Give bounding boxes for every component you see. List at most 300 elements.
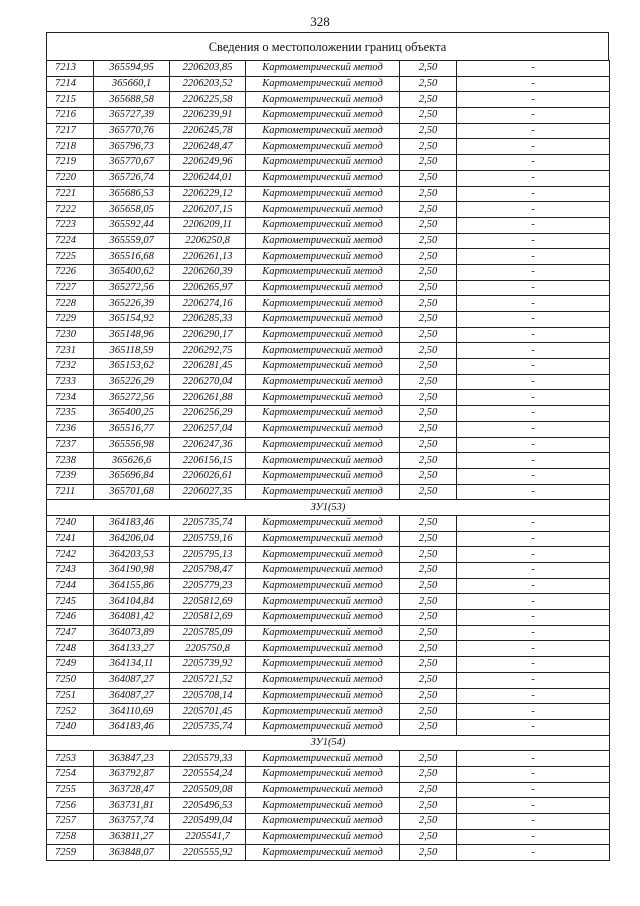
table-row [47, 155, 610, 171]
description-cell: - [457, 264, 610, 280]
method-cell: Картометрический метод [246, 625, 400, 641]
y-coordinate-cell: 2206261,88 [170, 390, 246, 406]
y-coordinate-cell: 2205759,16 [170, 531, 246, 547]
x-coordinate-cell: 365272,56 [94, 280, 170, 296]
description-cell: - [457, 766, 610, 782]
description-cell: - [457, 704, 610, 720]
method-cell: Картометрический метод [246, 155, 400, 171]
table-row [47, 170, 610, 186]
accuracy-cell: 2,50 [400, 751, 457, 767]
x-coordinate-cell: 365796,73 [94, 139, 170, 155]
x-coordinate-cell: 365688,58 [94, 92, 170, 108]
table-row [47, 672, 610, 688]
method-cell: Картометрический метод [246, 515, 400, 531]
description-cell: - [457, 468, 610, 484]
point-number-cell: 7215 [47, 92, 94, 108]
x-coordinate-cell: 365559,07 [94, 233, 170, 249]
y-coordinate-cell: 2205555,92 [170, 845, 246, 861]
description-cell: - [457, 657, 610, 673]
y-coordinate-cell: 2206026,61 [170, 468, 246, 484]
accuracy-cell: 2,50 [400, 766, 457, 782]
y-coordinate-cell: 2206239,91 [170, 108, 246, 124]
accuracy-cell: 2,50 [400, 217, 457, 233]
x-coordinate-cell: 363792,87 [94, 766, 170, 782]
point-number-cell: 7233 [47, 374, 94, 390]
table-row [47, 108, 610, 124]
description-cell: - [457, 421, 610, 437]
point-number-cell: 7253 [47, 751, 94, 767]
x-coordinate-cell: 364203,53 [94, 547, 170, 563]
x-coordinate-cell: 365727,39 [94, 108, 170, 124]
method-cell: Картометрический метод [246, 217, 400, 233]
y-coordinate-cell: 2205721,52 [170, 672, 246, 688]
point-number-cell: 7219 [47, 155, 94, 171]
y-coordinate-cell: 2206156,15 [170, 453, 246, 469]
accuracy-cell: 2,50 [400, 453, 457, 469]
point-number-cell: 7257 [47, 814, 94, 830]
table-row [47, 233, 610, 249]
y-coordinate-cell: 2205554,24 [170, 766, 246, 782]
accuracy-cell: 2,50 [400, 610, 457, 626]
accuracy-cell: 2,50 [400, 688, 457, 704]
accuracy-cell: 2,50 [400, 186, 457, 202]
description-cell: - [457, 374, 610, 390]
table-row [47, 280, 610, 296]
section-heading-row [47, 735, 610, 751]
method-cell: Картометрический метод [246, 563, 400, 579]
y-coordinate-cell: 2205735,74 [170, 719, 246, 735]
point-number-cell: 7213 [47, 61, 94, 77]
method-cell: Картометрический метод [246, 531, 400, 547]
method-cell: Картометрический метод [246, 312, 400, 328]
description-cell: - [457, 515, 610, 531]
table-row [47, 249, 610, 265]
table-row [47, 217, 610, 233]
x-coordinate-cell: 364087,27 [94, 688, 170, 704]
accuracy-cell: 2,50 [400, 233, 457, 249]
table-row [47, 296, 610, 312]
method-cell: Картометрический метод [246, 704, 400, 720]
point-number-cell: 7254 [47, 766, 94, 782]
x-coordinate-cell: 365226,39 [94, 296, 170, 312]
table-row [47, 92, 610, 108]
x-coordinate-cell: 365226,29 [94, 374, 170, 390]
accuracy-cell: 2,50 [400, 374, 457, 390]
accuracy-cell: 2,50 [400, 625, 457, 641]
accuracy-cell: 2,50 [400, 578, 457, 594]
table-row [47, 468, 610, 484]
x-coordinate-cell: 365556,98 [94, 437, 170, 453]
point-number-cell: 7258 [47, 829, 94, 845]
point-number-cell: 7231 [47, 343, 94, 359]
x-coordinate-cell: 365770,67 [94, 155, 170, 171]
point-number-cell: 7243 [47, 563, 94, 579]
y-coordinate-cell: 2206261,13 [170, 249, 246, 265]
y-coordinate-cell: 2206265,97 [170, 280, 246, 296]
point-number-cell: 7228 [47, 296, 94, 312]
table-row [47, 421, 610, 437]
table-title: Сведения о местоположении границ объекта [208, 40, 447, 54]
method-cell: Картометрический метод [246, 327, 400, 343]
x-coordinate-cell: 365148,96 [94, 327, 170, 343]
method-cell: Картометрический метод [246, 468, 400, 484]
accuracy-cell: 2,50 [400, 798, 457, 814]
method-cell: Картометрический метод [246, 766, 400, 782]
y-coordinate-cell: 2205785,09 [170, 625, 246, 641]
y-coordinate-cell: 2205701,45 [170, 704, 246, 720]
description-cell: - [457, 610, 610, 626]
point-number-cell: 7256 [47, 798, 94, 814]
point-number-cell: 7241 [47, 531, 94, 547]
x-coordinate-cell: 363811,27 [94, 829, 170, 845]
y-coordinate-cell: 2205735,74 [170, 515, 246, 531]
accuracy-cell: 2,50 [400, 312, 457, 328]
table-row [47, 829, 610, 845]
method-cell: Картометрический метод [246, 845, 400, 861]
point-number-cell: 7230 [47, 327, 94, 343]
method-cell: Картометрический метод [246, 170, 400, 186]
table-row [47, 704, 610, 720]
description-cell: - [457, 390, 610, 406]
method-cell: Картометрический метод [246, 610, 400, 626]
x-coordinate-cell: 364133,27 [94, 641, 170, 657]
y-coordinate-cell: 2205750,8 [170, 641, 246, 657]
table-row [47, 453, 610, 469]
description-cell: - [457, 217, 610, 233]
x-coordinate-cell: 364081,42 [94, 610, 170, 626]
method-cell: Картометрический метод [246, 657, 400, 673]
description-cell: - [457, 343, 610, 359]
description-cell: - [457, 139, 610, 155]
description-cell: - [457, 202, 610, 218]
x-coordinate-cell: 363731,81 [94, 798, 170, 814]
x-coordinate-cell: 365154,92 [94, 312, 170, 328]
point-number-cell: 7246 [47, 610, 94, 626]
y-coordinate-cell: 2205812,69 [170, 610, 246, 626]
description-cell: - [457, 578, 610, 594]
table-row [47, 751, 610, 767]
point-number-cell: 7232 [47, 359, 94, 375]
point-number-cell: 7211 [47, 484, 94, 500]
table-row [47, 625, 610, 641]
accuracy-cell: 2,50 [400, 515, 457, 531]
description-cell: - [457, 249, 610, 265]
x-coordinate-cell: 365272,56 [94, 390, 170, 406]
x-coordinate-cell: 365696,84 [94, 468, 170, 484]
x-coordinate-cell: 364104,84 [94, 594, 170, 610]
y-coordinate-cell: 2206256,29 [170, 406, 246, 422]
table-row [47, 76, 610, 92]
accuracy-cell: 2,50 [400, 468, 457, 484]
description-cell: - [457, 312, 610, 328]
method-cell: Картометрический метод [246, 719, 400, 735]
y-coordinate-cell: 2205499,04 [170, 814, 246, 830]
point-number-cell: 7235 [47, 406, 94, 422]
x-coordinate-cell: 365153,62 [94, 359, 170, 375]
point-number-cell: 7247 [47, 625, 94, 641]
x-coordinate-cell: 365592,44 [94, 217, 170, 233]
point-number-cell: 7221 [47, 186, 94, 202]
table-row [47, 374, 610, 390]
method-cell: Картометрический метод [246, 547, 400, 563]
coordinates-table [46, 60, 610, 861]
y-coordinate-cell: 2205708,14 [170, 688, 246, 704]
x-coordinate-cell: 364206,04 [94, 531, 170, 547]
method-cell: Картометрический метод [246, 61, 400, 77]
accuracy-cell: 2,50 [400, 672, 457, 688]
point-number-cell: 7236 [47, 421, 94, 437]
description-cell: - [457, 170, 610, 186]
method-cell: Картометрический метод [246, 437, 400, 453]
accuracy-cell: 2,50 [400, 719, 457, 735]
table-row [47, 202, 610, 218]
accuracy-cell: 2,50 [400, 327, 457, 343]
method-cell: Картометрический метод [246, 594, 400, 610]
description-cell: - [457, 625, 610, 641]
table-row [47, 484, 610, 500]
y-coordinate-cell: 2206245,78 [170, 123, 246, 139]
y-coordinate-cell: 2206225,58 [170, 92, 246, 108]
point-number-cell: 7217 [47, 123, 94, 139]
y-coordinate-cell: 2206260,39 [170, 264, 246, 280]
x-coordinate-cell: 364155,86 [94, 578, 170, 594]
table-row [47, 782, 610, 798]
coordinates-table-body [47, 61, 610, 861]
table-row [47, 139, 610, 155]
method-cell: Картометрический метод [246, 814, 400, 830]
x-coordinate-cell: 365686,53 [94, 186, 170, 202]
x-coordinate-cell: 365658,05 [94, 202, 170, 218]
accuracy-cell: 2,50 [400, 123, 457, 139]
table-row [47, 688, 610, 704]
point-number-cell: 7249 [47, 657, 94, 673]
description-cell: - [457, 453, 610, 469]
description-cell: - [457, 327, 610, 343]
x-coordinate-cell: 364110,69 [94, 704, 170, 720]
x-coordinate-cell: 364073,89 [94, 625, 170, 641]
y-coordinate-cell: 2205541,7 [170, 829, 246, 845]
x-coordinate-cell: 365516,77 [94, 421, 170, 437]
method-cell: Картометрический метод [246, 374, 400, 390]
x-coordinate-cell: 363757,74 [94, 814, 170, 830]
point-number-cell: 7250 [47, 672, 94, 688]
point-number-cell: 7223 [47, 217, 94, 233]
description-cell: - [457, 359, 610, 375]
accuracy-cell: 2,50 [400, 280, 457, 296]
description-cell: - [457, 719, 610, 735]
accuracy-cell: 2,50 [400, 359, 457, 375]
accuracy-cell: 2,50 [400, 202, 457, 218]
section-heading: ЗУ1(53) [47, 500, 610, 516]
point-number-cell: 7226 [47, 264, 94, 280]
accuracy-cell: 2,50 [400, 155, 457, 171]
accuracy-cell: 2,50 [400, 61, 457, 77]
accuracy-cell: 2,50 [400, 421, 457, 437]
method-cell: Картометрический метод [246, 453, 400, 469]
point-number-cell: 7255 [47, 782, 94, 798]
description-cell: - [457, 61, 610, 77]
table-row [47, 343, 610, 359]
point-number-cell: 7259 [47, 845, 94, 861]
x-coordinate-cell: 363848,07 [94, 845, 170, 861]
table-row [47, 547, 610, 563]
description-cell: - [457, 688, 610, 704]
table-row [47, 390, 610, 406]
description-cell: - [457, 108, 610, 124]
point-number-cell: 7238 [47, 453, 94, 469]
point-number-cell: 7248 [47, 641, 94, 657]
point-number-cell: 7234 [47, 390, 94, 406]
x-coordinate-cell: 365660,1 [94, 76, 170, 92]
y-coordinate-cell: 2206248,47 [170, 139, 246, 155]
accuracy-cell: 2,50 [400, 92, 457, 108]
accuracy-cell: 2,50 [400, 343, 457, 359]
x-coordinate-cell: 364134,11 [94, 657, 170, 673]
table-row [47, 798, 610, 814]
method-cell: Картометрический метод [246, 108, 400, 124]
table-row [47, 437, 610, 453]
method-cell: Картометрический метод [246, 296, 400, 312]
accuracy-cell: 2,50 [400, 249, 457, 265]
method-cell: Картометрический метод [246, 280, 400, 296]
point-number-cell: 7218 [47, 139, 94, 155]
table-row [47, 531, 610, 547]
description-cell: - [457, 814, 610, 830]
table-row [47, 845, 610, 861]
accuracy-cell: 2,50 [400, 484, 457, 500]
x-coordinate-cell: 364183,46 [94, 719, 170, 735]
y-coordinate-cell: 2206203,85 [170, 61, 246, 77]
description-cell: - [457, 829, 610, 845]
x-coordinate-cell: 363728,47 [94, 782, 170, 798]
method-cell: Картометрический метод [246, 186, 400, 202]
y-coordinate-cell: 2205812,69 [170, 594, 246, 610]
accuracy-cell: 2,50 [400, 108, 457, 124]
y-coordinate-cell: 2206250,8 [170, 233, 246, 249]
accuracy-cell: 2,50 [400, 782, 457, 798]
accuracy-cell: 2,50 [400, 657, 457, 673]
accuracy-cell: 2,50 [400, 437, 457, 453]
description-cell: - [457, 782, 610, 798]
accuracy-cell: 2,50 [400, 547, 457, 563]
point-number-cell: 7240 [47, 719, 94, 735]
section-heading: ЗУ1(54) [47, 735, 610, 751]
description-cell: - [457, 76, 610, 92]
x-coordinate-cell: 365701,68 [94, 484, 170, 500]
method-cell: Картометрический метод [246, 641, 400, 657]
y-coordinate-cell: 2205798,47 [170, 563, 246, 579]
description-cell: - [457, 547, 610, 563]
point-number-cell: 7237 [47, 437, 94, 453]
method-cell: Картометрический метод [246, 406, 400, 422]
table-header-frame [46, 32, 609, 60]
description-cell: - [457, 563, 610, 579]
y-coordinate-cell: 2206292,75 [170, 343, 246, 359]
accuracy-cell: 2,50 [400, 296, 457, 312]
accuracy-cell: 2,50 [400, 406, 457, 422]
y-coordinate-cell: 2206229,12 [170, 186, 246, 202]
description-cell: - [457, 280, 610, 296]
method-cell: Картометрический метод [246, 123, 400, 139]
accuracy-cell: 2,50 [400, 594, 457, 610]
table-row [47, 594, 610, 610]
table-row [47, 657, 610, 673]
point-number-cell: 7216 [47, 108, 94, 124]
description-cell: - [457, 594, 610, 610]
section-heading-row [47, 500, 610, 516]
method-cell: Картометрический метод [246, 829, 400, 845]
description-cell: - [457, 798, 610, 814]
y-coordinate-cell: 2205579,33 [170, 751, 246, 767]
x-coordinate-cell: 365118,59 [94, 343, 170, 359]
method-cell: Картометрический метод [246, 92, 400, 108]
accuracy-cell: 2,50 [400, 139, 457, 155]
table-row [47, 312, 610, 328]
y-coordinate-cell: 2205779,23 [170, 578, 246, 594]
y-coordinate-cell: 2205496,53 [170, 798, 246, 814]
x-coordinate-cell: 365626,6 [94, 453, 170, 469]
table-row [47, 61, 610, 77]
method-cell: Картометрический метод [246, 578, 400, 594]
table-row [47, 719, 610, 735]
y-coordinate-cell: 2206257,04 [170, 421, 246, 437]
accuracy-cell: 2,50 [400, 264, 457, 280]
description-cell: - [457, 406, 610, 422]
point-number-cell: 7224 [47, 233, 94, 249]
x-coordinate-cell: 364183,46 [94, 515, 170, 531]
x-coordinate-cell: 365516,68 [94, 249, 170, 265]
method-cell: Картометрический метод [246, 484, 400, 500]
y-coordinate-cell: 2205795,13 [170, 547, 246, 563]
accuracy-cell: 2,50 [400, 563, 457, 579]
method-cell: Картометрический метод [246, 139, 400, 155]
method-cell: Картометрический метод [246, 782, 400, 798]
accuracy-cell: 2,50 [400, 390, 457, 406]
y-coordinate-cell: 2205509,08 [170, 782, 246, 798]
description-cell: - [457, 751, 610, 767]
point-number-cell: 7245 [47, 594, 94, 610]
table-row [47, 515, 610, 531]
point-number-cell: 7214 [47, 76, 94, 92]
point-number-cell: 7229 [47, 312, 94, 328]
point-number-cell: 7252 [47, 704, 94, 720]
method-cell: Картометрический метод [246, 672, 400, 688]
description-cell: - [457, 845, 610, 861]
point-number-cell: 7244 [47, 578, 94, 594]
x-coordinate-cell: 365770,76 [94, 123, 170, 139]
x-coordinate-cell: 365400,62 [94, 264, 170, 280]
table-row [47, 766, 610, 782]
method-cell: Картометрический метод [246, 359, 400, 375]
description-cell: - [457, 233, 610, 249]
method-cell: Картометрический метод [246, 421, 400, 437]
description-cell: - [457, 641, 610, 657]
y-coordinate-cell: 2206290,17 [170, 327, 246, 343]
accuracy-cell: 2,50 [400, 704, 457, 720]
x-coordinate-cell: 364087,27 [94, 672, 170, 688]
description-cell: - [457, 484, 610, 500]
y-coordinate-cell: 2206247,36 [170, 437, 246, 453]
accuracy-cell: 2,50 [400, 76, 457, 92]
description-cell: - [457, 531, 610, 547]
description-cell: - [457, 123, 610, 139]
table-row [47, 578, 610, 594]
method-cell: Картометрический метод [246, 202, 400, 218]
accuracy-cell: 2,50 [400, 170, 457, 186]
y-coordinate-cell: 2206209,11 [170, 217, 246, 233]
y-coordinate-cell: 2206249,96 [170, 155, 246, 171]
accuracy-cell: 2,50 [400, 814, 457, 830]
